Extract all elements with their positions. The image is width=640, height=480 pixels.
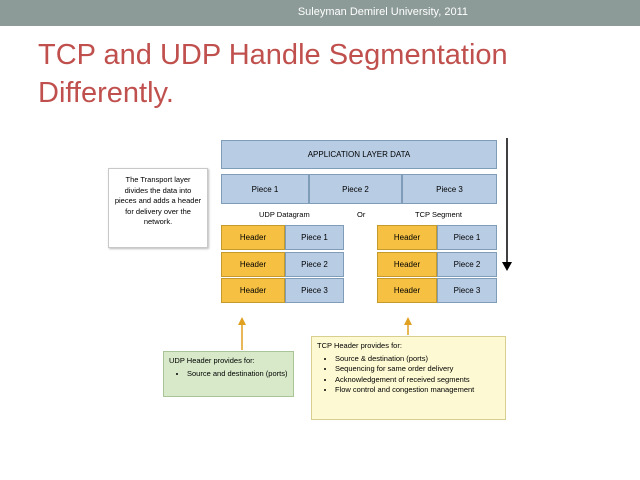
udp-datagram-label: UDP Datagram [259, 210, 310, 219]
udp-header-note [163, 351, 294, 397]
udp-note-title: UDP Header provides for: [169, 356, 255, 365]
piece-2-box: Piece 2 [309, 174, 402, 204]
udp-up-arrow-head [238, 317, 246, 325]
university-label: Suleyman Demirel University, 2011 [297, 6, 468, 18]
tcp-up-arrow-head [404, 317, 412, 325]
tcp-note-list [317, 354, 500, 396]
or-label: Or [357, 210, 366, 219]
slide-title: TCP and UDP Handle Segmentation Differently. [38, 39, 508, 109]
tcp-piece-3: Piece 3 [437, 278, 497, 303]
udp-piece-1: Piece 1 [285, 225, 344, 250]
udp-note-list [169, 369, 288, 380]
udp-note-item: • Source and destination (ports) [187, 369, 288, 380]
down-arrow-head [502, 262, 512, 271]
tcp-note-item: • Sequencing for same order delivery [335, 364, 500, 375]
udp-piece-3: Piece 3 [285, 278, 344, 303]
piece-3-box: Piece 3 [402, 174, 497, 204]
tcp-header-3: Header [377, 278, 437, 303]
piece-1-box: Piece 1 [221, 174, 309, 204]
tcp-header-2: Header [377, 252, 437, 277]
application-layer-box: APPLICATION LAYER DATA [221, 140, 497, 169]
tcp-piece-1: Piece 1 [437, 225, 497, 250]
tcp-piece-2: Piece 2 [437, 252, 497, 277]
tcp-note-item: • Source & destination (ports) [335, 354, 500, 365]
transport-layer-note: The Transport layer divides the data into pieces and adds a header for delivery over the network. [108, 168, 208, 248]
udp-header-3: Header [221, 278, 285, 303]
tcp-note-item: • Flow control and congestion management [335, 385, 500, 396]
udp-header-2: Header [221, 252, 285, 277]
tcp-note-item: • Acknowledgement of received segments [335, 375, 500, 386]
tcp-note-title: TCP Header provides for: [317, 341, 402, 350]
udp-header-1: Header [221, 225, 285, 250]
tcp-header-note [311, 336, 506, 420]
tcp-segment-label: TCP Segment [415, 210, 462, 219]
tcp-header-1: Header [377, 225, 437, 250]
udp-piece-2: Piece 2 [285, 252, 344, 277]
